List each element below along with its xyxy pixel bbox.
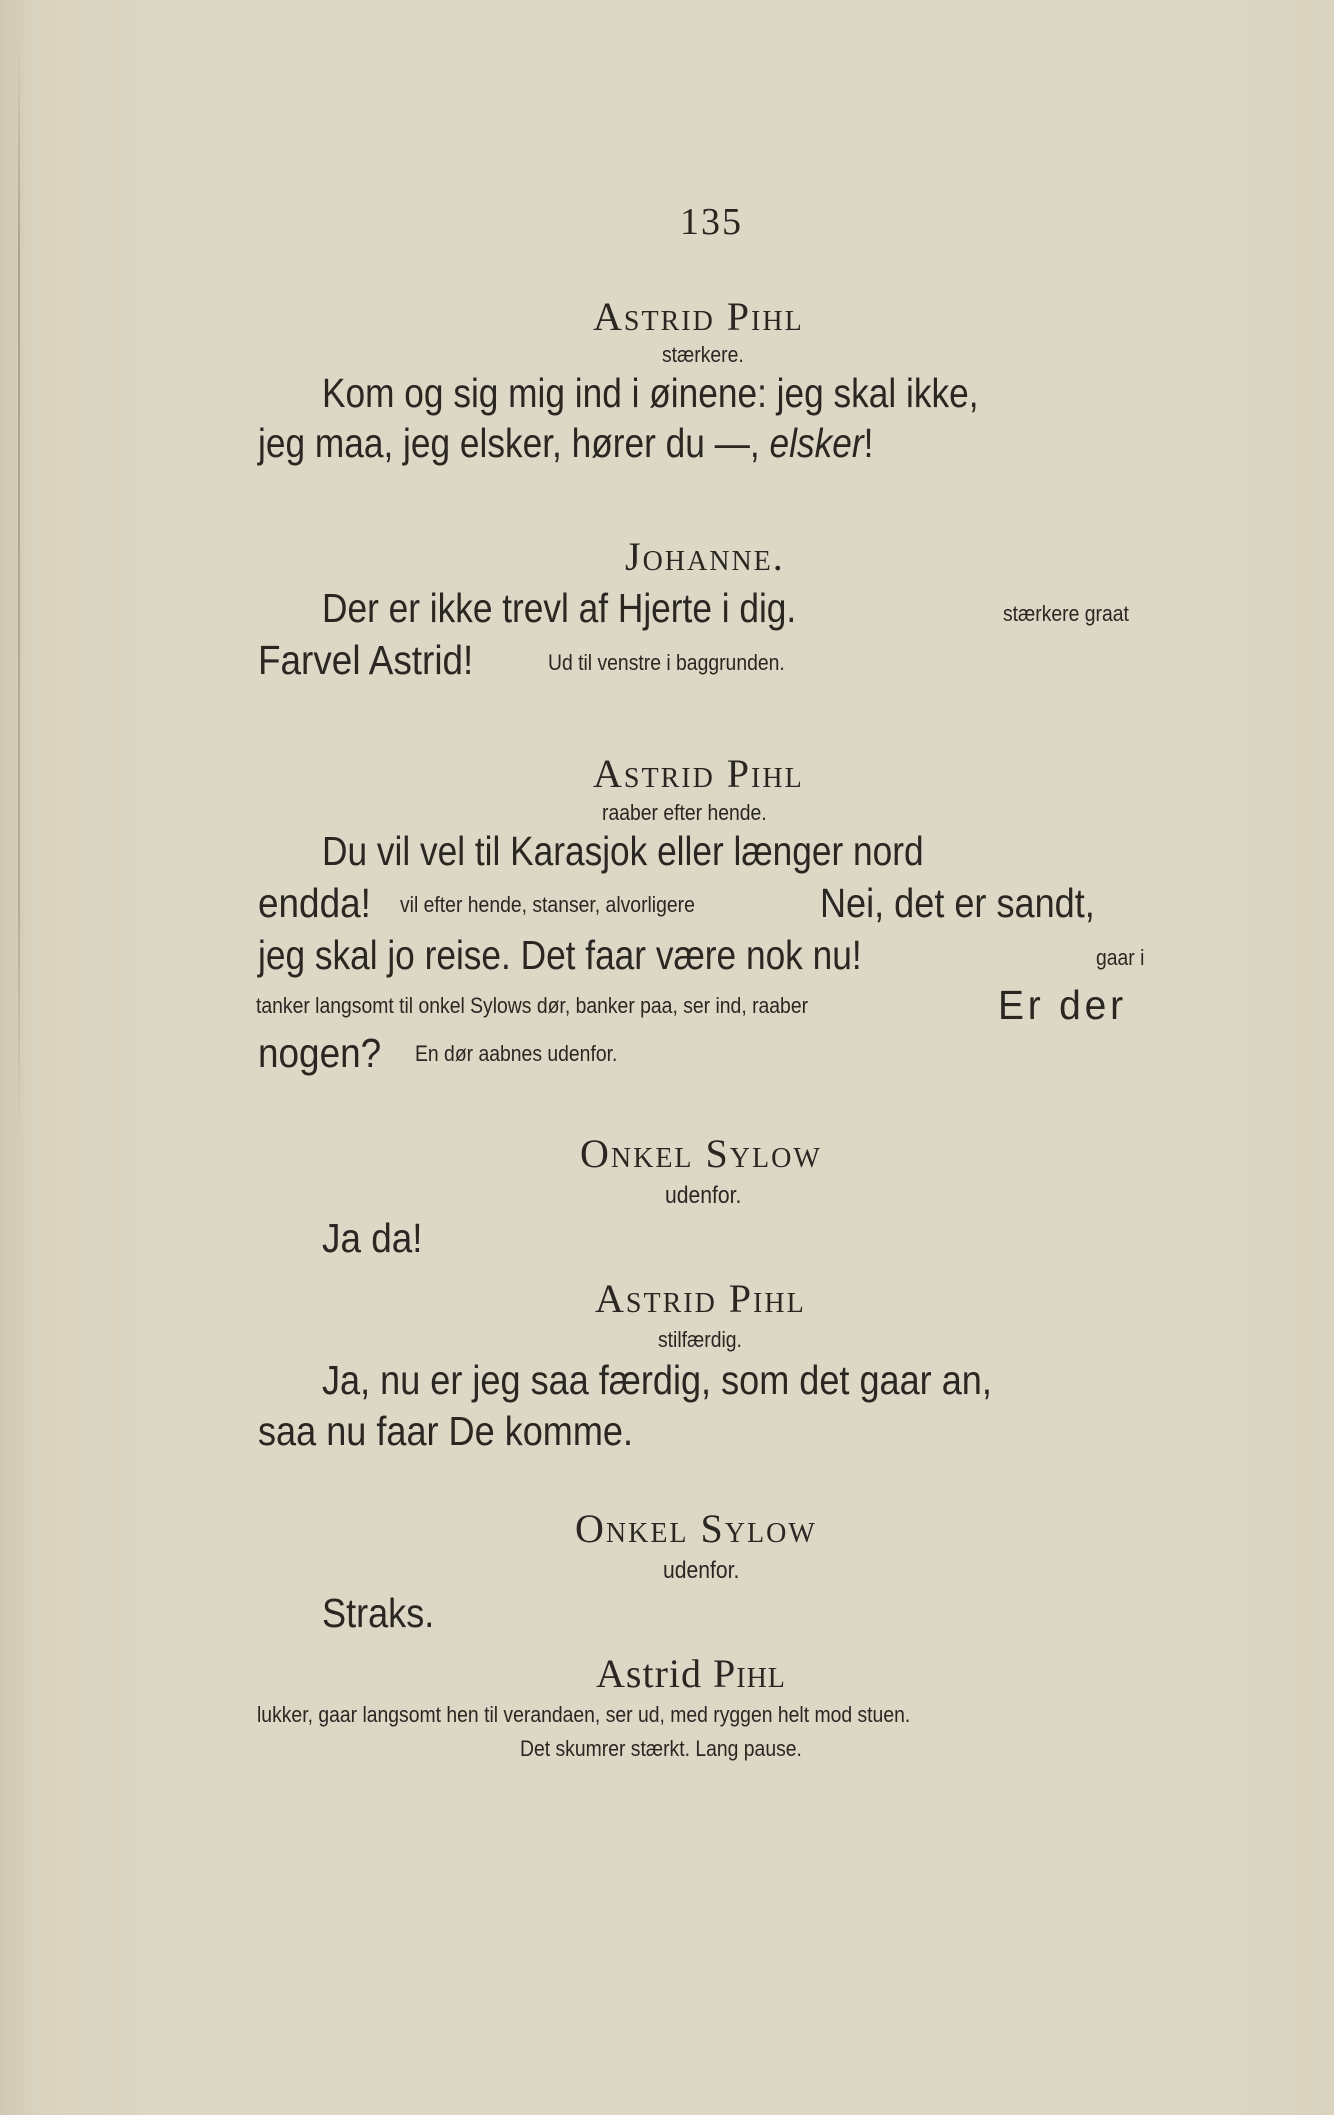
speaker-astrid-3: Astrid Pihl [595,1276,806,1321]
direction-3e: tanker langsomt til onkel Sylows dør, banker paa, ser ind, raaber [256,993,809,1018]
direction-3f: En dør aabnes udenfor. [415,1041,618,1066]
dialogue-line-3d: jeg skal jo reise. Det faar være nok nu! [258,932,862,978]
direction-3: raaber efter hende. [602,800,767,825]
speaker-first-name: Astrid [596,1651,702,1696]
direction-7a: lukker, gaar langsomt hen til verandaen, ser ud, med ryggen helt mod stuen. [257,1702,911,1727]
direction-5: stilfærdig. [658,1327,742,1352]
direction-2b: Ud til venstre i baggrunden. [548,650,785,675]
dialogue-line-1b [258,420,873,467]
speaker-sylow-2: Onkel Sylow [575,1506,817,1551]
dialogue-line-3e: Er der [998,982,1127,1028]
dialogue-line-5b: saa nu faar De komme. [258,1408,634,1454]
speaker-sylow-1: Onkel Sylow [580,1131,822,1176]
dialogue-line-6: Straks. [322,1590,435,1636]
dialogue-line-5a: Ja, nu er jeg saa færdig, som det gaar an, [322,1357,992,1403]
speaker-astrid-2: Astrid Pihl [593,751,804,796]
dialogue-line-3a: Du vil vel til Karasjok eller længer nord [322,828,924,874]
page-number: 135 [680,201,743,243]
direction-6: udenfor. [663,1557,740,1584]
speaker-johanne: Johanne. [625,534,785,579]
speaker-astrid-1: Astrid Pihl [593,294,804,339]
dialogue-emphasis: elsker [769,420,864,466]
direction-2a: stærkere graat [1003,601,1129,626]
dialogue-line-2a: Der er ikke trevl af Hjerte i dig. [322,585,797,631]
page-edge-shadow [18,40,20,1140]
exclamation: ! [863,420,874,466]
direction-7b: Det skumrer stærkt. Lang pause. [520,1736,802,1761]
dialogue-line-4: Ja da! [322,1215,423,1261]
speaker-last-name: Pihl [713,1651,786,1696]
dialogue-line-3f: nogen? [258,1030,382,1076]
dialogue-line-1a: Kom og sig mig ind i øinene: jeg skal ikke, [322,370,979,416]
dialogue-line-3c: Nei, det er sandt, [820,880,1095,926]
direction-4: udenfor. [665,1182,742,1209]
speaker-astrid-4 [596,1650,786,1697]
dialogue-line-3b: endda! [258,880,371,926]
direction-1: stærkere. [662,342,744,367]
direction-3b: vil efter hende, stanser, alvorligere [400,892,695,917]
dialogue-line-2b: Farvel Astrid! [258,637,474,683]
dialogue-line-1b-text: jeg maa, jeg elsker, hører du —, [258,420,760,466]
direction-3d: gaar i [1096,945,1145,970]
